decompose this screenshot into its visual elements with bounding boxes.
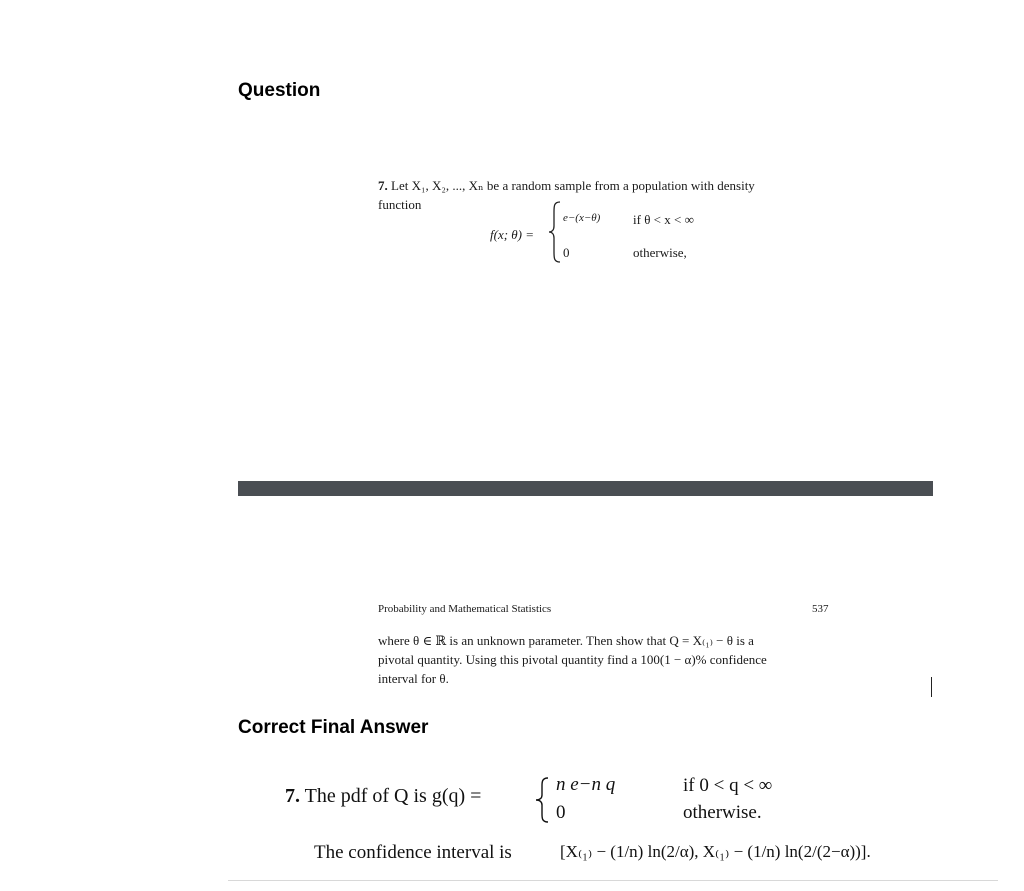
problem-cont-line2: pivotal quantity. Using this pivotal quantity find a 100(1 − α)% confidence bbox=[378, 652, 767, 667]
answer-ci-expr: [X₍₁₎ − (1/n) ln(2/α), X₍₁₎ − (1/n) ln(2/(2−α))]. bbox=[560, 842, 871, 861]
density-brace bbox=[548, 200, 562, 264]
problem-intro bbox=[378, 176, 848, 195]
answer-case1-expr: n e−n q bbox=[556, 774, 616, 795]
answer-case2-cond: otherwise. bbox=[683, 802, 762, 823]
section-divider bbox=[238, 481, 933, 496]
answer-heading: Correct Final Answer bbox=[238, 717, 429, 738]
answer-ci-text: The confidence interval is bbox=[314, 842, 512, 863]
running-header: Probability and Mathematical Statistics bbox=[378, 603, 552, 615]
problem-number: 7. bbox=[378, 178, 388, 193]
answer-pdf-line bbox=[285, 785, 481, 808]
problem-cont-line3: interval for θ. bbox=[378, 671, 449, 686]
problem-intro-line2: function bbox=[378, 197, 422, 212]
answer-pdf-text: The pdf of Q is g(q) = bbox=[304, 785, 482, 807]
density-case1-cond: if θ < x < ∞ bbox=[633, 212, 694, 227]
density-case2-cond: otherwise, bbox=[633, 245, 687, 260]
answer-number: 7. bbox=[285, 785, 300, 807]
page-number: 537 bbox=[812, 603, 829, 615]
question-heading: Question bbox=[238, 80, 321, 101]
density-lhs: f(x; θ) = bbox=[490, 227, 535, 242]
answer-case1-cond: if 0 < q < ∞ bbox=[683, 775, 773, 796]
bottom-rule bbox=[228, 880, 998, 881]
problem-cont-line1: where θ ∈ ℝ is an unknown parameter. Then show that Q = X₍₁₎ − θ is a bbox=[378, 633, 754, 648]
problem-intro-line1: Let X₁, X₂, ..., Xₙ be a random sample from a population with density bbox=[391, 178, 755, 193]
density-case2-expr: 0 bbox=[563, 245, 570, 260]
text-cursor bbox=[931, 677, 932, 697]
answer-case2-expr: 0 bbox=[556, 802, 566, 823]
answer-brace bbox=[534, 776, 550, 824]
density-case1-expr: e−(x−θ) bbox=[563, 212, 601, 224]
